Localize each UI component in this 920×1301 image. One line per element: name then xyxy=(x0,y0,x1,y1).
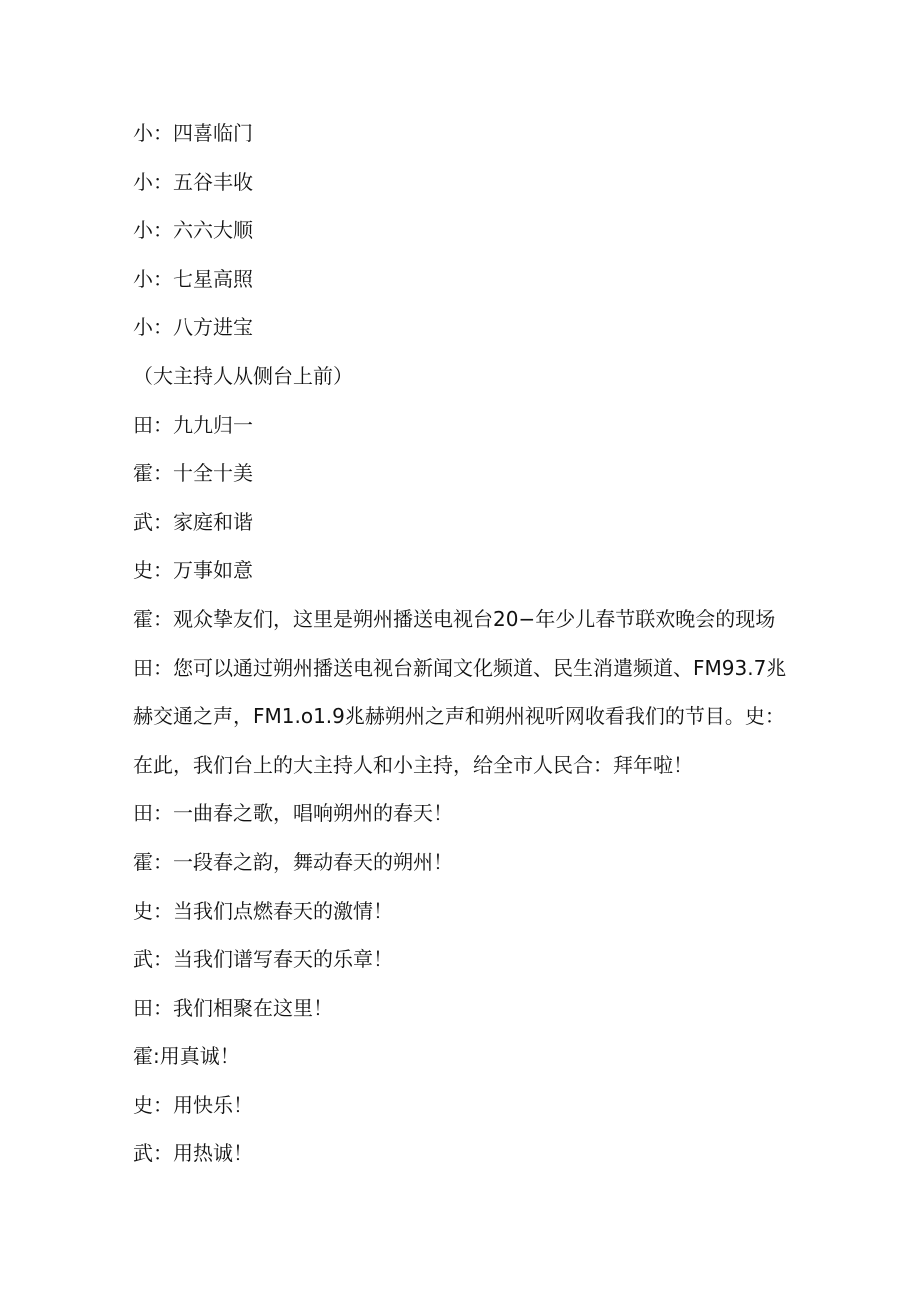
script-line: 田：九九归一 xyxy=(133,412,253,437)
script-line: 史：当我们点燃春天的激情！ xyxy=(133,898,393,923)
script-line: 在此，我们台上的大主持人和小主持，给全市人民合：拜年啦！ xyxy=(133,752,693,777)
script-line: 小：七星高照 xyxy=(133,266,253,291)
script-line: 武：家庭和谐 xyxy=(133,509,253,534)
script-line: 霍：观众挚友们，这里是朔州播送电视台20−年少儿春节联欢晚会的现场 xyxy=(133,606,776,631)
stage-direction: （大主持人从侧台上前） xyxy=(133,363,353,388)
script-line: 田：您可以通过朔州播送电视台新闻文化频道、民生消遣频道、FM93.7兆 xyxy=(133,655,787,680)
script-line: 武：用热诚！ xyxy=(133,1141,253,1166)
script-line: 田：一曲春之歌，唱响朔州的春天！ xyxy=(133,801,453,826)
script-line: 赫交通之声，FM1.o1.9兆赫朔州之声和朔州视听网收看我们的节目。史： xyxy=(133,704,785,729)
script-line: 霍：十全十美 xyxy=(133,461,253,486)
script-line: 史：用快乐！ xyxy=(133,1092,253,1117)
script-line: 史：万事如意 xyxy=(133,558,253,583)
script-line: 小：八方进宝 xyxy=(133,315,253,340)
script-line: 小：四喜临门 xyxy=(133,121,253,145)
script-text xyxy=(133,115,793,1184)
script-line: 霍:用真诚！ xyxy=(133,1044,240,1069)
script-line: 田：我们相聚在这里！ xyxy=(133,995,333,1020)
script-line: 小：六六大顺 xyxy=(133,218,253,243)
script-line: 霍：一段春之韵，舞动春天的朔州！ xyxy=(133,849,453,874)
script-line: 武：当我们谱写春天的乐章！ xyxy=(133,947,393,972)
script-line: 小：五谷丰收 xyxy=(133,169,253,194)
